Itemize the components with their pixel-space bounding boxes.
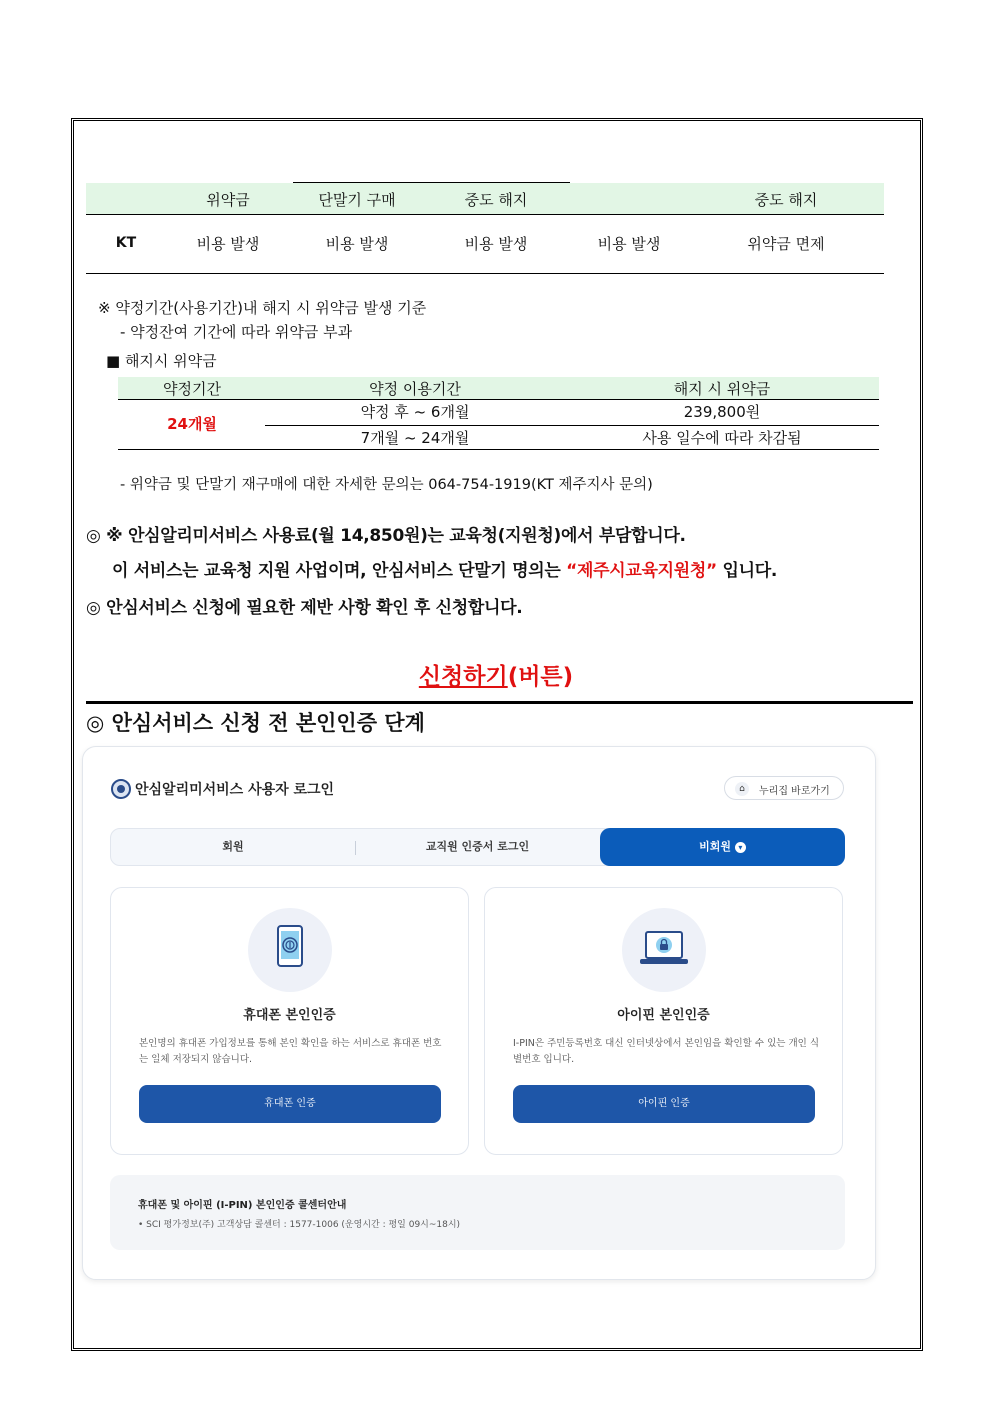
apply-button-suffix: (버튼) — [507, 664, 574, 690]
apply-button[interactable] — [0, 658, 992, 691]
tab-non-member[interactable] — [600, 828, 845, 866]
statement-ownership-end: 입니다. — [716, 561, 778, 581]
home-icon: ⌂ — [735, 782, 749, 796]
statement-confirm: ◎ 안심서비스 신청에 필요한 제반 사항 확인 후 신청합니다. — [86, 598, 523, 618]
login-panel — [82, 746, 876, 1280]
cell: 비용 발생 — [325, 235, 389, 253]
card-description: 본인명의 휴대폰 가입정보를 통해 본인 확인을 하는 서비스로 휴대폰 번호는 일체 저장되지 않습니다. — [139, 1038, 442, 1065]
card-description: I-PIN은 주민등록번호 대신 인터넷상에서 본인임을 확인할 수 있는 개인 식별번호 입니다. — [513, 1038, 820, 1065]
cell: 비용 발생 — [196, 235, 260, 253]
inquiry-note: - 위약금 및 단말기 재구매에 대한 자세한 문의는 064-754-1919(KT 제주지사 문의) — [120, 477, 653, 493]
statement-fee: ◎ ※ 안심알리미서비스 사용료(월 14,850원)는 교육청(지원청)에서 부담합니다. — [86, 526, 686, 546]
penalty-table-header — [118, 377, 879, 400]
info-title: 휴대폰 및 아이핀 (I-PIN) 본인인증 콜센터안내 — [138, 1200, 347, 1211]
call-center-info — [110, 1175, 845, 1250]
header-period: 약정기간 — [163, 380, 221, 398]
usage-value: 약정 후 ~ 6개월 — [360, 403, 470, 421]
header-usage: 약정 이용기간 — [369, 380, 461, 398]
section-title: ◎ 안심서비스 신청 전 본인인증 단계 — [86, 711, 425, 735]
ipin-icon-circle — [622, 908, 706, 992]
penalty-value: 사용 일수에 따라 차감됨 — [642, 429, 802, 447]
cell: 비용 발생 — [597, 235, 661, 253]
fee-table-header — [86, 183, 884, 215]
tab-staff-cert[interactable]: 교직원 인증서 로그인 — [425, 840, 530, 853]
penalty-value: 239,800원 — [683, 403, 761, 421]
tab-member[interactable]: 회원 — [222, 840, 244, 853]
phone-icon-circle — [248, 908, 332, 992]
ipin-auth-button[interactable]: 아이핀 인증 — [513, 1085, 815, 1123]
phone-auth-button[interactable]: 휴대폰 인증 — [139, 1085, 441, 1123]
cell: 비용 발생 — [464, 235, 528, 253]
chevron-down-icon: ▾ — [735, 842, 746, 853]
usage-value: 7개월 ~ 24개월 — [360, 429, 470, 447]
header-device-purchase: 단말기 구매 — [318, 191, 396, 209]
note-1: ※ 약정기간(사용기간)내 해지 시 위약금 발생 기준 — [98, 299, 427, 317]
emblem-icon — [111, 779, 131, 799]
statement-ownership-text: 이 서비스는 교육청 지원 사업이며, 안심서비스 단말기 명의는 — [112, 561, 567, 581]
section-divider — [86, 701, 913, 704]
statement-ownership — [112, 556, 777, 581]
header-early-termination: 중도 해지 — [464, 191, 528, 209]
info-detail: • SCI 평가정보(주) 고객상담 콜센터 : 1577-1006 (운영시간 : 평일 09시~18시) — [138, 1220, 461, 1230]
login-tabs — [110, 828, 845, 866]
laptop-lock-icon — [622, 908, 706, 992]
fee-table-row — [86, 215, 884, 274]
owner-name: “제주시교육지원청” — [566, 561, 717, 581]
carrier: KT — [115, 235, 137, 251]
cell: 위약금 면제 — [747, 235, 825, 253]
home-link-button[interactable] — [724, 776, 844, 800]
phone-auth-card — [110, 887, 469, 1155]
home-link-label: 누리집 바로가기 — [759, 786, 830, 797]
penalty-row — [118, 426, 879, 450]
penalty-row — [265, 400, 879, 426]
header-early-termination-2: 중도 해지 — [754, 191, 818, 209]
note-3: ■ 해지시 위약금 — [106, 352, 217, 370]
penalty-table — [118, 377, 879, 447]
apply-button-label: 신청하기 — [418, 664, 508, 690]
card-title: 휴대폰 본인인증 — [243, 1008, 336, 1023]
header-penalty: 위약금 — [206, 191, 250, 209]
fingerprint-phone-icon — [248, 908, 332, 992]
fee-table — [86, 183, 884, 274]
header-penalty-amount: 해지 시 위약금 — [673, 380, 771, 398]
login-title: 안심알리미서비스 사용자 로그인 — [135, 782, 335, 798]
period-value: 24개월 — [167, 415, 217, 433]
tab-non-member-label: 비회원 — [699, 840, 732, 853]
ipin-auth-card — [484, 887, 843, 1155]
card-title: 아이핀 본인인증 — [617, 1008, 710, 1023]
note-2: - 약정잔여 기간에 따라 위약금 부과 — [120, 323, 353, 341]
